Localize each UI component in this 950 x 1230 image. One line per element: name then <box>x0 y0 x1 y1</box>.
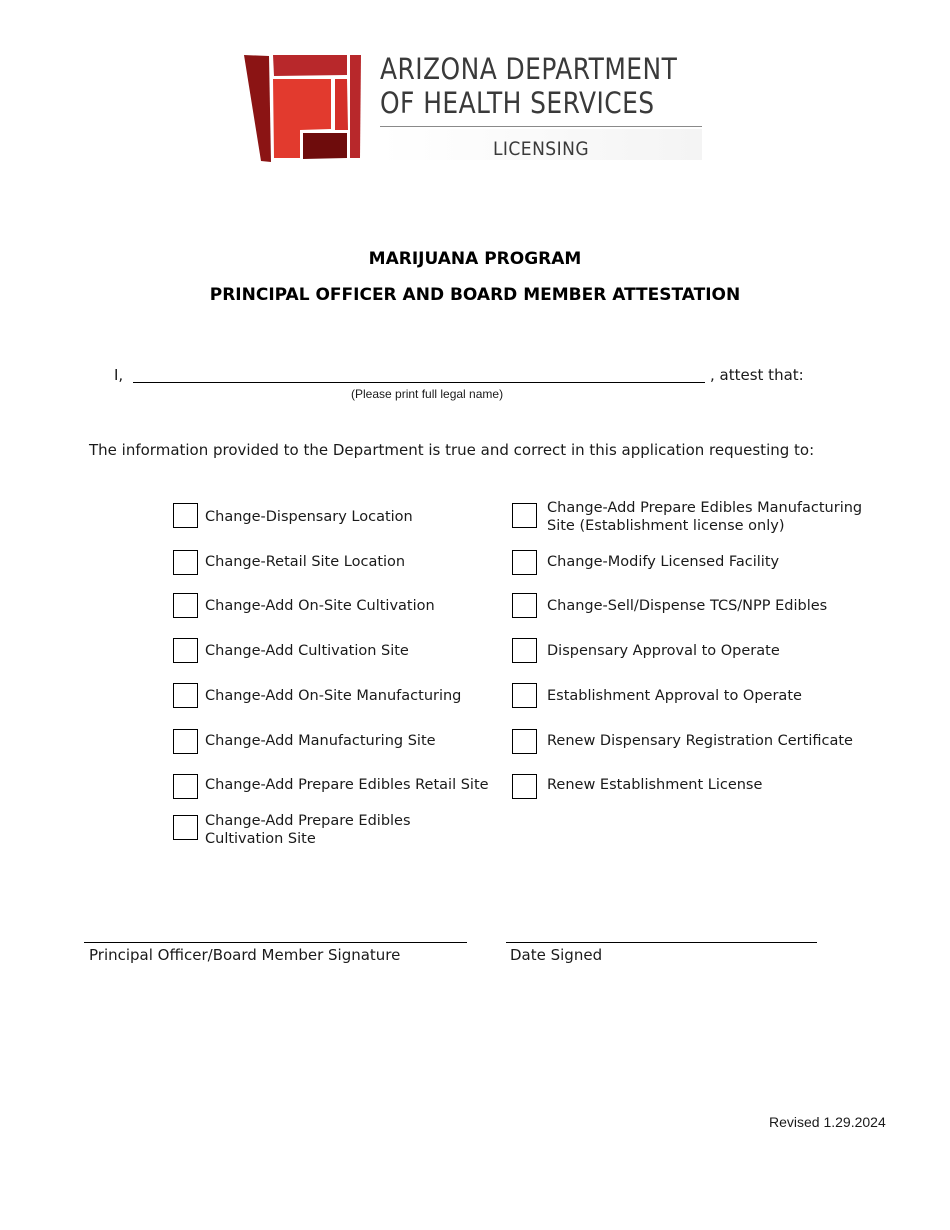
signature-field[interactable] <box>84 942 467 943</box>
checkbox-renew-dispensary-certificate[interactable] <box>512 729 537 754</box>
checkbox-dispensary-location[interactable] <box>173 503 198 528</box>
adhs-logo-mark <box>243 54 363 164</box>
checkbox-add-edibles-retail-site[interactable] <box>173 774 198 799</box>
name-prefix: I, <box>114 366 124 384</box>
form-title: PRINCIPAL OFFICER AND BOARD MEMBER ATTESTATION <box>209 285 741 305</box>
division-label: LICENSING <box>492 138 590 160</box>
option-label: Renew Dispensary Registration Certificate <box>547 733 853 749</box>
option-label: Change-Add Manufacturing Site <box>205 733 436 749</box>
option-label: Change-Add On-Site Manufacturing <box>205 688 462 704</box>
checkbox-sell-dispense-edibles[interactable] <box>512 593 537 618</box>
signature-label: Principal Officer/Board Member Signature <box>89 946 401 964</box>
program-title: MARIJUANA PROGRAM <box>368 249 582 269</box>
checkbox-add-cultivation-site[interactable] <box>173 638 198 663</box>
revision-date: Revised 1.29.2024 <box>769 1114 886 1130</box>
checkbox-add-onsite-cultivation[interactable] <box>173 593 198 618</box>
checkbox-retail-site-location[interactable] <box>173 550 198 575</box>
option-label: Change-Retail Site Location <box>205 554 406 570</box>
checkbox-modify-licensed-facility[interactable] <box>512 550 537 575</box>
name-suffix: , attest that: <box>710 366 804 384</box>
name-hint: (Please print full legal name) <box>351 387 504 401</box>
logo-divider <box>380 126 702 127</box>
org-name-line-1: ARIZONA DEPARTMENT <box>380 52 678 86</box>
checkbox-add-edibles-cultivation-site[interactable] <box>173 815 198 840</box>
date-signed-label: Date Signed <box>510 946 603 964</box>
checkbox-add-onsite-manufacturing[interactable] <box>173 683 198 708</box>
option-label: Change-Dispensary Location <box>205 509 413 525</box>
option-label: Change-Add Cultivation Site <box>205 643 409 659</box>
option-label: Renew Establishment License <box>547 777 763 793</box>
option-label: Change-Sell/Dispense TCS/NPP Edibles <box>547 598 828 614</box>
option-label: Change-Modify Licensed Facility <box>547 554 780 570</box>
checkbox-add-manufacturing-site[interactable] <box>173 729 198 754</box>
option-label: Change-Add Prepare Edibles Manufacturing Site (Establishment license only) <box>547 500 863 534</box>
checkbox-renew-establishment-license[interactable] <box>512 774 537 799</box>
option-label: Dispensary Approval to Operate <box>547 643 780 659</box>
org-name-line-2: OF HEALTH SERVICES <box>380 86 655 120</box>
option-label: Change-Add Prepare Edibles Retail Site <box>205 777 489 793</box>
date-signed-field[interactable] <box>506 942 817 943</box>
attestation-statement: The information provided to the Department is true and correct in this application requesting to: <box>89 441 815 459</box>
checkbox-dispensary-approval[interactable] <box>512 638 537 663</box>
checkbox-establishment-approval[interactable] <box>512 683 537 708</box>
full-legal-name-field[interactable] <box>133 382 705 383</box>
checkbox-add-edibles-manufacturing-site[interactable] <box>512 503 537 528</box>
option-label: Establishment Approval to Operate <box>547 688 802 704</box>
option-label: Change-Add On-Site Cultivation <box>205 598 435 614</box>
option-label: Change-Add Prepare Edibles Cultivation Site <box>205 813 411 847</box>
